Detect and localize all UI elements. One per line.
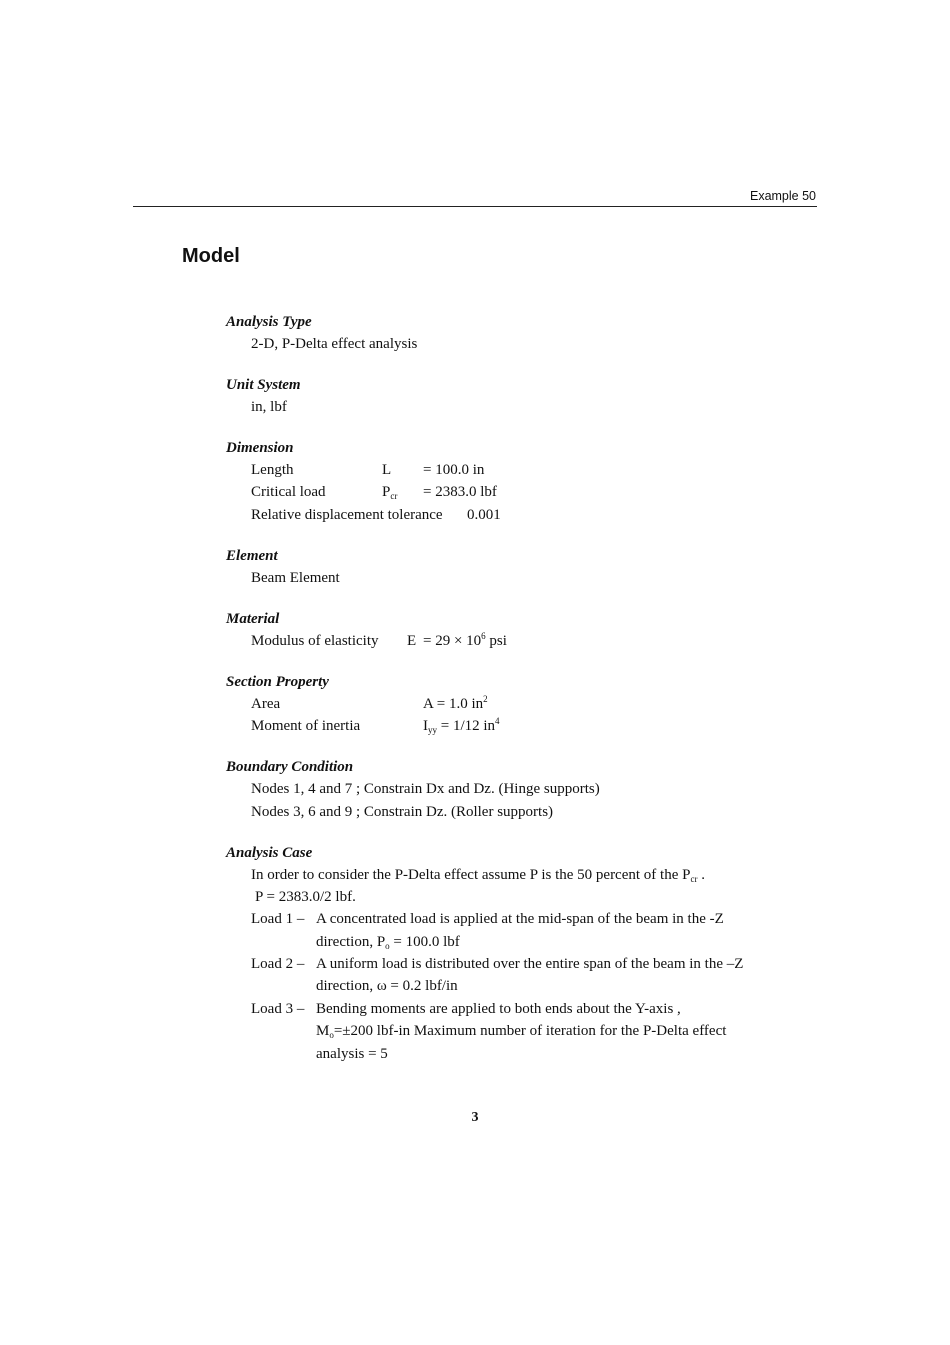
boundary-line-1: Nodes 1, 4 and 7 ; Constrain Dx and Dz. (Hinge supports) bbox=[251, 781, 600, 797]
modulus-label: Modulus of elasticity bbox=[251, 633, 379, 649]
page-header-rule bbox=[133, 206, 817, 207]
load3-line-2: $M_o=\pm 200$ lbf-in Maximum number of iteration for the P-Delta effect bbox=[316, 1023, 727, 1040]
analysis-type-text: 2-D, P-Delta effect analysis bbox=[251, 336, 418, 352]
boundary-line-2: Nodes 3, 6 and 9 ; Constrain Dz. (Roller supports) bbox=[251, 804, 554, 820]
section-property-heading: Section Property bbox=[226, 674, 329, 690]
load3-line-3: analysis = 5 bbox=[316, 1046, 388, 1062]
modulus-value: = $29 \times 10^6$ psi bbox=[423, 631, 507, 649]
load3-label: Load 3 – bbox=[251, 1001, 305, 1017]
area-label: Area bbox=[251, 696, 281, 712]
length-symbol: L bbox=[382, 462, 392, 478]
analysis-type-heading: Analysis Type bbox=[226, 314, 312, 330]
analysis-case-heading: Analysis Case bbox=[226, 845, 313, 861]
unit-system-text: in, lbf bbox=[251, 399, 287, 415]
load2-label: Load 2 – bbox=[251, 956, 305, 972]
p-value-line: P = 2383.0/2 lbf. bbox=[255, 889, 356, 905]
tolerance-value: 0.001 bbox=[467, 507, 501, 523]
boundary-condition-heading: Boundary Condition bbox=[226, 759, 354, 775]
length-label: Length bbox=[251, 462, 294, 478]
load1-label: Load 1 – bbox=[251, 911, 305, 927]
section-title: Model bbox=[182, 245, 240, 267]
modulus-symbol: E bbox=[407, 633, 417, 649]
critical-load-label: Critical load bbox=[251, 484, 326, 500]
analysis-case-intro: In order to consider the P-Delta effect assume P is the 50 percent of the $P_{cr}$ . bbox=[251, 867, 705, 884]
load3-line-1: Bending moments are applied to both ends about the Y-axis , bbox=[316, 1001, 681, 1017]
dimension-heading: Dimension bbox=[226, 440, 294, 456]
inertia-label: Moment of inertia bbox=[251, 718, 361, 734]
page-number: 3 bbox=[471, 1110, 479, 1125]
page-header-label: Example 50 bbox=[749, 189, 816, 203]
load2-line-1: A uniform load is distributed over the entire span of the beam in the –Z bbox=[316, 956, 744, 972]
inertia-value: $I_{yy} = 1/12$ $in^4$ bbox=[423, 716, 500, 735]
length-value: = 100.0 in bbox=[423, 462, 485, 478]
element-heading: Element bbox=[226, 548, 278, 564]
critical-load-value: = 2383.0 lbf bbox=[423, 484, 497, 500]
load1-line-1: A concentrated load is applied at the mid-span of the beam in the -Z bbox=[316, 911, 724, 927]
unit-system-heading: Unit System bbox=[226, 377, 301, 393]
load2-line-2: direction, ω = 0.2 lbf/in bbox=[316, 978, 458, 994]
tolerance-label: Relative displacement tolerance bbox=[251, 507, 443, 523]
load1-line-2: direction, $P_o = 100.0$ lbf bbox=[316, 934, 460, 951]
critical-load-symbol: $P_{cr}$ bbox=[382, 484, 398, 501]
area-value: A = 1.0 $in^2$ bbox=[423, 694, 488, 712]
element-text: Beam Element bbox=[251, 570, 340, 586]
material-heading: Material bbox=[226, 611, 280, 627]
